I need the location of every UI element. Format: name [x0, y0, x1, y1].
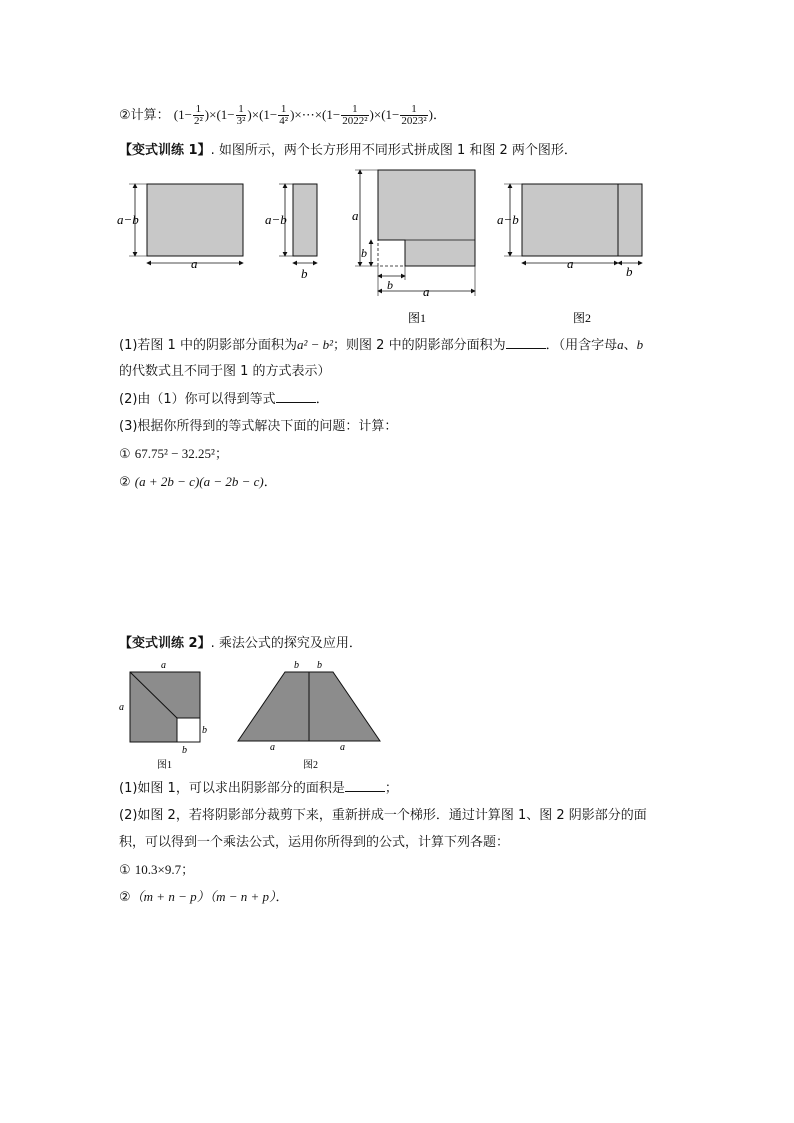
ex2-title: 【变式训练 2】	[119, 636, 211, 651]
label-a-minus-b: a−b	[117, 212, 139, 227]
ex1-intro: . 如图所示，两个长方形用不同形式拼成图 1 和图 2 两个图形．	[210, 143, 577, 158]
label-a-minus-b: a−b	[265, 212, 287, 227]
ex1-q1: (1)若图 1 中的阴影部分面积为a² − b²；则图 2 中的阴影部分面积为 ．（用含字母a、b	[119, 337, 644, 353]
ex2-heading	[119, 634, 362, 654]
small-square	[177, 718, 200, 742]
label-a: a	[191, 256, 198, 271]
rect-large	[147, 184, 243, 256]
svg-text:a: a	[270, 742, 275, 753]
fraction: $\frac{1}{\text{4²}}$	[279, 103, 289, 127]
prev-problem-label: ②计算：	[119, 108, 170, 123]
fraction: $\frac{1}{\text{2022²}}$	[342, 103, 368, 127]
ex2-intro: . 乘法公式的探究及应用．	[210, 636, 362, 651]
svg-text:b: b	[626, 264, 633, 279]
ex1-title: 【变式训练 1】	[119, 143, 211, 158]
ex1-q2: (2)由（1）你可以得到等式 ．	[119, 392, 329, 407]
ex2-q2-line1: (2)如图 2，若将阴影部分裁剪下来，重新拼成一个梯形．通过计算图 1、图 2 阴影部分的面	[119, 808, 647, 823]
svg-text:b: b	[202, 725, 207, 736]
svg-text:b: b	[387, 278, 393, 292]
fig2-caption: 图2	[303, 760, 318, 771]
svg-text:a: a	[567, 256, 574, 271]
rect-small	[293, 184, 317, 256]
fraction: $\frac{1}{\text{2²}}$	[193, 103, 203, 127]
svg-text:a: a	[161, 660, 166, 671]
fraction: $\frac{1}{\text{3²}}$	[236, 103, 246, 127]
svg-text:a: a	[423, 284, 430, 299]
svg-text:a: a	[340, 742, 345, 753]
svg-text:a−b: a−b	[497, 212, 519, 227]
ex2-q2-2: ②（m + n − p）（m − n + p）．	[119, 889, 289, 905]
fig1-caption: 图1	[157, 760, 172, 771]
ex2-figures	[115, 656, 395, 774]
answer-blank[interactable]	[276, 390, 316, 403]
ex1-figures	[115, 168, 655, 330]
ex1-q3-1: ① 67.75² − 32.25²；	[119, 446, 228, 462]
ex2-q2-1: ① 10.3×9.7；	[119, 862, 195, 878]
answer-blank[interactable]	[506, 336, 546, 349]
fig1-caption: 图1	[408, 311, 427, 325]
svg-text:a: a	[352, 208, 359, 223]
ex1-heading	[119, 141, 577, 161]
svg-text:a: a	[119, 702, 124, 713]
answer-blank[interactable]	[345, 779, 385, 792]
fraction: $\frac{1}{\text{2023²}}$	[401, 103, 427, 127]
ex2-q1: (1)如图 1，可以求出阴影部分的面积是 ；	[119, 781, 398, 796]
ex2-q2-line2: 积，可以得到一个乘法公式，运用你所得到的公式，计算下列各题：	[119, 835, 510, 850]
fig1-shape	[378, 170, 475, 266]
svg-text:b: b	[317, 660, 322, 671]
ex1-q3: (3)根据你所得到的等式解决下面的问题：计算：	[119, 419, 398, 434]
label-b: b	[301, 266, 308, 281]
prev-problem: ②计算： (1− $\frac{1}{\text{2²}}$ )×(1− $\frac{1}{\text{3²}}$ )×(1− $\frac{1}{\text{4²}}$ )×⋯×(1− $\frac{1}{\text{2022²}}$ )×(1− $\frac{1}{\text{2023²}}$ )．	[119, 103, 447, 127]
svg-text:b: b	[182, 745, 187, 756]
fig2-rect	[522, 184, 642, 256]
svg-text:b: b	[294, 660, 299, 671]
ex1-q1-line2: 的代数式且不同于图 1 的方式表示）	[119, 364, 331, 379]
svg-text:b: b	[361, 246, 367, 260]
fig2-caption: 图2	[573, 311, 592, 325]
ex1-q3-2: ② (a + 2b − c)(a − 2b − c)．	[119, 474, 277, 490]
